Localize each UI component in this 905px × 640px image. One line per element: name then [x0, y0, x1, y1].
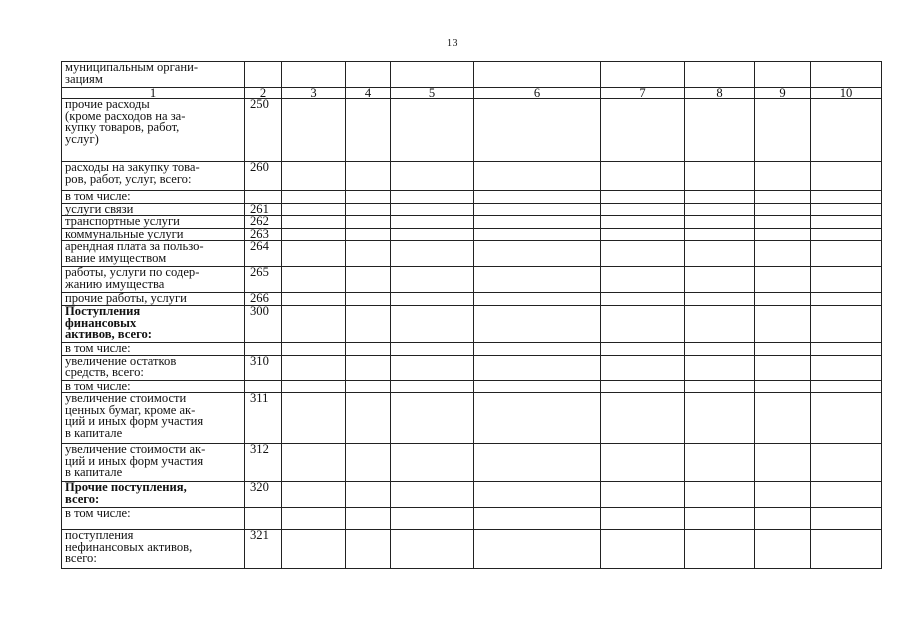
empty-cell — [282, 241, 346, 267]
empty-cell — [391, 267, 474, 293]
empty-cell — [282, 444, 346, 482]
column-number: 7 — [601, 88, 685, 99]
empty-cell — [755, 355, 811, 380]
row-label: Поступления финансовых активов, всего: — [62, 306, 245, 343]
empty-cell — [346, 293, 391, 306]
column-number: 2 — [245, 88, 282, 99]
empty-cell — [755, 162, 811, 191]
column-number-row — [62, 88, 882, 99]
empty-cell — [474, 343, 601, 356]
empty-cell — [282, 380, 346, 393]
row-code: 264 — [245, 241, 282, 267]
empty-cell — [685, 99, 755, 162]
row-code — [245, 343, 282, 356]
empty-cell — [755, 393, 811, 444]
empty-cell — [755, 293, 811, 306]
header-text-row — [62, 62, 882, 88]
empty-cell — [391, 393, 474, 444]
empty-cell — [391, 191, 474, 204]
empty-cell — [811, 162, 882, 191]
empty-cell — [755, 203, 811, 216]
empty-cell — [601, 241, 685, 267]
row-label: поступления нефинансовых активов, всего: — [62, 530, 245, 569]
empty-cell — [755, 216, 811, 229]
empty-cell — [685, 444, 755, 482]
column-number: 9 — [755, 88, 811, 99]
empty-cell — [811, 203, 882, 216]
row-label: прочие расходы (кроме расходов на за- купку товаров, работ, услуг) — [62, 99, 245, 162]
table-row — [62, 482, 882, 508]
empty-cell — [474, 267, 601, 293]
row-code: 265 — [245, 267, 282, 293]
empty-cell — [474, 393, 601, 444]
empty-cell — [685, 241, 755, 267]
empty-cell — [346, 482, 391, 508]
table-row — [62, 355, 882, 380]
empty-cell — [811, 99, 882, 162]
row-code: 321 — [245, 530, 282, 569]
empty-cell — [755, 241, 811, 267]
empty-cell — [474, 162, 601, 191]
empty-cell — [346, 306, 391, 343]
table-row — [62, 343, 882, 356]
empty-cell — [245, 62, 282, 88]
empty-cell — [474, 306, 601, 343]
empty-cell — [601, 355, 685, 380]
empty-cell — [474, 203, 601, 216]
empty-cell — [811, 228, 882, 241]
empty-cell — [685, 380, 755, 393]
empty-cell — [755, 530, 811, 569]
empty-cell — [601, 62, 685, 88]
empty-cell — [474, 241, 601, 267]
empty-cell — [391, 482, 474, 508]
empty-cell — [811, 293, 882, 306]
row-code: 260 — [245, 162, 282, 191]
empty-cell — [282, 355, 346, 380]
table-row — [62, 228, 882, 241]
empty-cell — [474, 228, 601, 241]
empty-cell — [346, 99, 391, 162]
row-label: увеличение остатков средств, всего: — [62, 355, 245, 380]
empty-cell — [282, 393, 346, 444]
table-row — [62, 203, 882, 216]
empty-cell — [346, 380, 391, 393]
empty-cell — [685, 293, 755, 306]
empty-cell — [346, 508, 391, 530]
empty-cell — [391, 343, 474, 356]
empty-cell — [474, 530, 601, 569]
empty-cell — [601, 508, 685, 530]
empty-cell — [282, 228, 346, 241]
empty-cell — [346, 530, 391, 569]
table-row — [62, 393, 882, 444]
empty-cell — [346, 393, 391, 444]
table-row — [62, 162, 882, 191]
empty-cell — [282, 216, 346, 229]
empty-cell — [474, 444, 601, 482]
empty-cell — [346, 241, 391, 267]
table-row — [62, 380, 882, 393]
empty-cell — [346, 191, 391, 204]
row-code: 312 — [245, 444, 282, 482]
empty-cell — [601, 444, 685, 482]
empty-cell — [282, 508, 346, 530]
report-table — [61, 61, 882, 569]
empty-cell — [474, 355, 601, 380]
empty-cell — [685, 343, 755, 356]
empty-cell — [685, 267, 755, 293]
empty-cell — [391, 162, 474, 191]
empty-cell — [811, 393, 882, 444]
empty-cell — [601, 267, 685, 293]
empty-cell — [811, 508, 882, 530]
empty-cell — [282, 62, 346, 88]
empty-cell — [811, 267, 882, 293]
row-code: 261 — [245, 203, 282, 216]
row-code — [245, 191, 282, 204]
row-code: 266 — [245, 293, 282, 306]
column-number: 4 — [346, 88, 391, 99]
empty-cell — [346, 62, 391, 88]
empty-cell — [811, 530, 882, 569]
empty-cell — [474, 216, 601, 229]
empty-cell — [811, 482, 882, 508]
report-table-body — [62, 62, 882, 569]
empty-cell — [685, 393, 755, 444]
empty-cell — [811, 380, 882, 393]
empty-cell — [685, 162, 755, 191]
empty-cell — [282, 530, 346, 569]
empty-cell — [811, 62, 882, 88]
empty-cell — [346, 343, 391, 356]
empty-cell — [755, 62, 811, 88]
empty-cell — [685, 228, 755, 241]
empty-cell — [391, 530, 474, 569]
empty-cell — [346, 228, 391, 241]
row-label: в том числе: — [62, 191, 245, 204]
empty-cell — [282, 482, 346, 508]
empty-cell — [601, 162, 685, 191]
table-row — [62, 191, 882, 204]
empty-cell — [755, 228, 811, 241]
empty-cell — [282, 99, 346, 162]
empty-cell — [601, 293, 685, 306]
table-row — [62, 508, 882, 530]
empty-cell — [391, 62, 474, 88]
header-row-label: муниципальным органи- зациям — [62, 62, 245, 88]
column-number: 3 — [282, 88, 346, 99]
empty-cell — [755, 191, 811, 204]
table-row — [62, 99, 882, 162]
empty-cell — [391, 99, 474, 162]
empty-cell — [346, 444, 391, 482]
table-row — [62, 293, 882, 306]
empty-cell — [282, 162, 346, 191]
row-label: прочие работы, услуги — [62, 293, 245, 306]
empty-cell — [391, 444, 474, 482]
empty-cell — [755, 343, 811, 356]
empty-cell — [282, 293, 346, 306]
row-label: увеличение стоимости ценных бумаг, кроме ак- ций и иных форм участия в капитале — [62, 393, 245, 444]
empty-cell — [346, 216, 391, 229]
empty-cell — [755, 444, 811, 482]
empty-cell — [755, 99, 811, 162]
empty-cell — [601, 380, 685, 393]
row-label: в том числе: — [62, 508, 245, 530]
page-number: 13 — [447, 38, 458, 49]
empty-cell — [391, 380, 474, 393]
row-label: арендная плата за пользо- вание имуществом — [62, 241, 245, 267]
empty-cell — [601, 216, 685, 229]
row-code: 320 — [245, 482, 282, 508]
empty-cell — [346, 203, 391, 216]
empty-cell — [391, 508, 474, 530]
row-label: транспортные услуги — [62, 216, 245, 229]
empty-cell — [755, 267, 811, 293]
row-code: 300 — [245, 306, 282, 343]
empty-cell — [755, 380, 811, 393]
empty-cell — [474, 62, 601, 88]
empty-cell — [282, 343, 346, 356]
row-label: расходы на закупку това- ров, работ, услуг, всего: — [62, 162, 245, 191]
empty-cell — [391, 203, 474, 216]
row-code: 311 — [245, 393, 282, 444]
column-number: 8 — [685, 88, 755, 99]
table-row — [62, 241, 882, 267]
column-number: 1 — [62, 88, 245, 99]
empty-cell — [601, 343, 685, 356]
empty-cell — [685, 508, 755, 530]
empty-cell — [685, 355, 755, 380]
empty-cell — [811, 444, 882, 482]
empty-cell — [282, 267, 346, 293]
column-number: 6 — [474, 88, 601, 99]
empty-cell — [474, 99, 601, 162]
empty-cell — [755, 508, 811, 530]
empty-cell — [601, 306, 685, 343]
table-row — [62, 306, 882, 343]
empty-cell — [601, 393, 685, 444]
empty-cell — [474, 191, 601, 204]
empty-cell — [346, 162, 391, 191]
empty-cell — [474, 508, 601, 530]
empty-cell — [685, 216, 755, 229]
empty-cell — [685, 62, 755, 88]
empty-cell — [755, 306, 811, 343]
empty-cell — [811, 355, 882, 380]
empty-cell — [811, 191, 882, 204]
empty-cell — [601, 99, 685, 162]
empty-cell — [601, 228, 685, 241]
empty-cell — [282, 203, 346, 216]
row-code: 310 — [245, 355, 282, 380]
empty-cell — [391, 293, 474, 306]
empty-cell — [811, 306, 882, 343]
empty-cell — [474, 482, 601, 508]
empty-cell — [811, 216, 882, 229]
table-row — [62, 444, 882, 482]
empty-cell — [282, 191, 346, 204]
table-row — [62, 530, 882, 569]
row-label: коммунальные услуги — [62, 228, 245, 241]
empty-cell — [601, 203, 685, 216]
row-code: 250 — [245, 99, 282, 162]
empty-cell — [685, 191, 755, 204]
column-number: 5 — [391, 88, 474, 99]
column-number: 10 — [811, 88, 882, 99]
empty-cell — [685, 203, 755, 216]
empty-cell — [811, 241, 882, 267]
empty-cell — [391, 228, 474, 241]
table-row — [62, 267, 882, 293]
row-code: 262 — [245, 216, 282, 229]
empty-cell — [755, 482, 811, 508]
row-label: Прочие поступления, всего: — [62, 482, 245, 508]
empty-cell — [391, 216, 474, 229]
row-label: работы, услуги по содер- жанию имущества — [62, 267, 245, 293]
empty-cell — [601, 530, 685, 569]
empty-cell — [474, 293, 601, 306]
row-label: в том числе: — [62, 380, 245, 393]
empty-cell — [391, 355, 474, 380]
row-code — [245, 508, 282, 530]
empty-cell — [601, 482, 685, 508]
empty-cell — [346, 355, 391, 380]
row-code — [245, 380, 282, 393]
row-label: увеличение стоимости ак- ций и иных форм участия в капитале — [62, 444, 245, 482]
row-code: 263 — [245, 228, 282, 241]
empty-cell — [685, 306, 755, 343]
empty-cell — [391, 306, 474, 343]
empty-cell — [811, 343, 882, 356]
empty-cell — [474, 380, 601, 393]
row-label: услуги связи — [62, 203, 245, 216]
row-label: в том числе: — [62, 343, 245, 356]
table-row — [62, 216, 882, 229]
empty-cell — [282, 306, 346, 343]
empty-cell — [346, 267, 391, 293]
empty-cell — [685, 530, 755, 569]
empty-cell — [685, 482, 755, 508]
empty-cell — [601, 191, 685, 204]
empty-cell — [391, 241, 474, 267]
